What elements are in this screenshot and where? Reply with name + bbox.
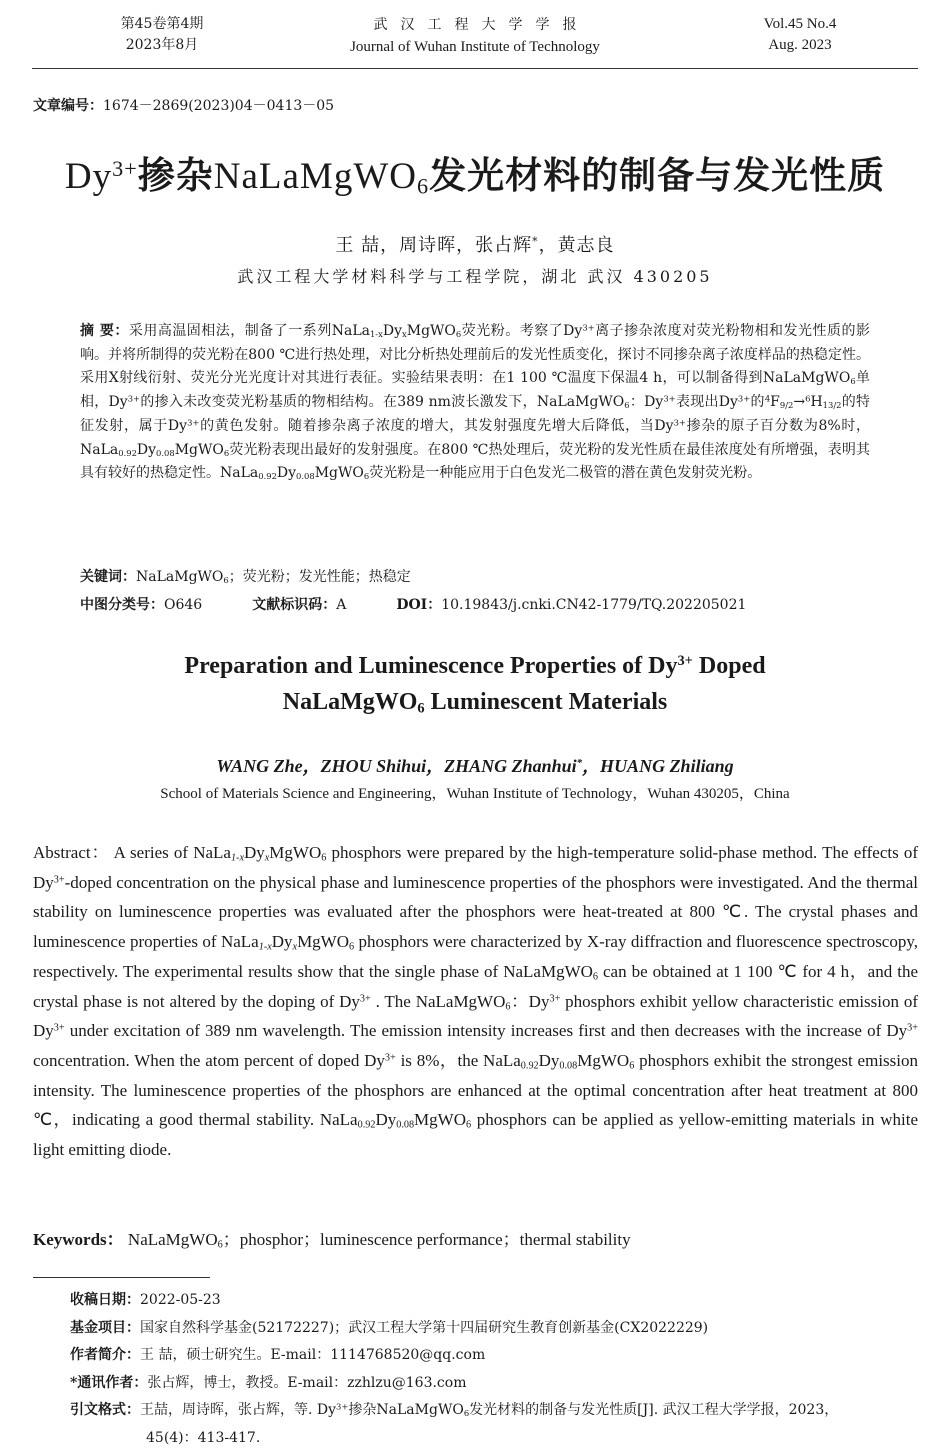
- keywords-en-text: ；phosphor；luminescence performance；thermal stability: [222, 1230, 631, 1249]
- abstract-en-sub: 6: [466, 1119, 472, 1131]
- footnote-label: 基金项目：: [70, 1319, 140, 1336]
- title-cn: [0, 145, 950, 199]
- footnote-citation-cont: 45(4)：413-417.: [146, 1429, 261, 1446]
- keywords-cn-text: NaLaMgWO: [136, 569, 224, 585]
- title-cn-part: 发光材料的制备与发光性质: [429, 153, 886, 197]
- clc-label: 中图分类号：: [80, 597, 164, 613]
- abstract-en-text: phosphors can be applied as yellow-emitting materials in white light emitting diode.: [33, 1110, 918, 1160]
- abstract-en-text: MgWO: [297, 932, 350, 952]
- article-number-label: 文章编号：: [33, 98, 103, 114]
- authors-cn-text: ，黄志良: [538, 235, 615, 256]
- authors-en-text: ，HUANG Zhiliang: [582, 756, 734, 776]
- abstract-en-text: A series of NaLa: [113, 843, 231, 862]
- authors-cn: [0, 231, 950, 257]
- title-cn-part: NaLaMgWO: [213, 156, 417, 197]
- footnote-corresponding: [70, 1370, 920, 1398]
- title-cn-part: 掺杂: [137, 153, 214, 197]
- keywords-cn: [80, 566, 870, 586]
- abstract-cn-text: MgWO: [314, 465, 364, 482]
- footnote-value: 发光材料的制备与发光性质[J]. 武汉工程大学学报，2023，: [469, 1402, 839, 1418]
- keywords-en-text: NaLaMgWO: [127, 1230, 218, 1249]
- abstract-en-sup: 3+: [53, 874, 65, 886]
- abstract-en-text: Dy: [243, 843, 265, 862]
- abstract-en-text: under excitation of 389 nm wavelength. The emission intensity increases first and then decreases with the increase of Dy: [64, 1021, 908, 1041]
- abstract-cn: [80, 320, 870, 486]
- footnote-value: 掺杂NaLaMgWO: [348, 1402, 464, 1418]
- title-en-sub: 6: [417, 700, 425, 717]
- header-rule: [32, 68, 918, 69]
- abstract-en-text: MgWO: [414, 1110, 466, 1130]
- header-issue-cn: [102, 14, 222, 56]
- corresponding-mark: *: [532, 235, 539, 249]
- abstract-cn-sub: 0.08: [156, 447, 175, 458]
- title-en: [0, 648, 950, 720]
- abstract-cn-text: ：Dy: [629, 394, 664, 411]
- date-en: Aug. 2023: [768, 37, 832, 53]
- abstract-cn-sup: 6: [805, 393, 811, 404]
- abstract-en-text: . The NaLaMgWO: [370, 991, 506, 1011]
- abstract-cn-label: 摘 要：: [80, 323, 129, 339]
- footnote-label: 引文格式：: [70, 1402, 140, 1418]
- footnote-label: 作者简介：: [70, 1347, 140, 1363]
- volume-en: Vol.45 No.4: [763, 16, 837, 32]
- footnote-sup: 3+: [336, 1401, 349, 1412]
- abstract-cn-text: →: [793, 394, 806, 411]
- abstract-cn-sub: 0.92: [118, 447, 137, 458]
- footnote-rule: [33, 1277, 210, 1278]
- doc-code-value: A: [336, 597, 347, 613]
- footnotes: [70, 1287, 920, 1452]
- title-en-line2: [0, 684, 950, 720]
- affiliation-cn: 武汉工程大学材料科学与工程学院，湖北 武汉 430205: [237, 267, 713, 286]
- title-en-text: Preparation and Luminescence Properties of Dy: [184, 653, 678, 679]
- journal-name-cn: 武汉工程大学学报: [373, 17, 590, 33]
- clc-value: O646: [164, 597, 203, 613]
- abstract-en-sub: 0.08: [396, 1119, 415, 1131]
- volume-cn: 第45卷第4期: [120, 16, 204, 32]
- abstract-cn-sup: 3+: [663, 393, 676, 404]
- classification-line: [80, 594, 870, 614]
- footnote-value: 国家自然科学基金(52172227)；武汉工程大学第十四届研究生教育创新基金(CX2022229): [140, 1319, 709, 1336]
- authors-cn-text: 王 喆，周诗晖，张占辉: [335, 235, 533, 256]
- abstract-cn-text: Dy: [276, 465, 297, 482]
- keywords-en: [33, 1225, 918, 1250]
- abstract-en-sup: 3+: [53, 1022, 65, 1034]
- abstract-en-text: concentration. When the atom percent of doped Dy: [33, 1050, 385, 1070]
- footnote-received: [70, 1287, 920, 1315]
- abstract-cn-text: 荧光粉是一种能应用于白色发光二极管的潜在黄色发射荧光粉。: [369, 465, 762, 482]
- abstract-cn-text: 掺杂的原子百分数为8%时，NaLa: [80, 417, 870, 458]
- abstract-cn-sup: 3+: [673, 417, 686, 428]
- abstract-en-text: phosphors were characterized by X-ray diffraction and fluorescence spectroscopy, respectively. The experimental results show that the single phase of NaLaMgWO: [33, 932, 919, 981]
- corresponding-mark: *: [576, 757, 583, 770]
- authors-en-text: WANG Zhe，ZHOU Shihui，ZHANG Zhanhui: [216, 756, 577, 776]
- abstract-cn-text: 的黄色发射。随着掺杂离子浓度的增大，其发射强度先增大后降低，当Dy: [199, 417, 674, 434]
- abstract-en-sub: 6: [592, 971, 598, 983]
- abstract-en-text: Dy: [538, 1050, 560, 1070]
- abstract-en: [33, 838, 918, 1165]
- abstract-en-sub: 0.92: [520, 1060, 539, 1072]
- abstract-en-sup: 3+: [359, 992, 371, 1004]
- footnote-value: 张占辉，博士，教授。E-mail：zzhlzu@163.com: [147, 1374, 467, 1391]
- abstract-en-text: ：Dy: [510, 991, 550, 1011]
- abstract-en-sub: 0.08: [559, 1060, 578, 1072]
- doc-code-label: 文献标识码：: [252, 597, 337, 613]
- abstract-en-text: phosphors exhibit yellow characteristic emission of Dy: [33, 991, 919, 1041]
- footnote-value: 王喆，周诗晖，张占辉，等. Dy: [140, 1402, 337, 1418]
- article-number-value: 1674－2869(2023)04－0413－05: [103, 98, 335, 114]
- affiliation-en: School of Materials Science and Engineering，Wuhan Institute of Technology，Wuhan 430205，China: [160, 786, 790, 802]
- abstract-cn-sub: 6: [624, 400, 630, 411]
- abstract-cn-text: MgWO: [174, 441, 224, 458]
- keywords-cn-text: ；荧光粉；发光性能；热稳定: [228, 569, 411, 585]
- abstract-en-text: can be obtained at 1 100 ℃ for 4 h，and the crystal phase is not altered by the doping of Dy: [33, 961, 919, 1011]
- abstract-cn-text: 单相，Dy: [80, 370, 871, 411]
- abstract-en-label: Abstract：: [33, 843, 110, 862]
- keywords-cn-label: 关键词：: [80, 569, 136, 585]
- footnote-author: [70, 1342, 920, 1370]
- abstract-cn-text: F: [770, 394, 780, 411]
- abstract-en-text: phosphors were prepared by the high-temperature solid-phase method. The effects of Dy: [33, 843, 918, 892]
- authors-en: [0, 752, 950, 778]
- abstract-cn-sup: 3+: [582, 322, 595, 333]
- title-en-line1: [0, 648, 950, 684]
- abstract-cn-sub: 0.08: [296, 471, 315, 482]
- abstract-cn-sup: 3+: [187, 417, 200, 428]
- abstract-en-text: Dy: [375, 1110, 397, 1130]
- abstract-en-sub: x: [264, 852, 270, 864]
- footnote-citation: [70, 1397, 920, 1425]
- abstract-cn-sup: 3+: [127, 393, 141, 404]
- abstract-en-text: Dy: [271, 932, 293, 952]
- abstract-en-sub: 6: [505, 1001, 511, 1013]
- abstract-en-text: is 8%，the NaLa: [395, 1050, 521, 1070]
- abstract-en-sub: 6: [629, 1060, 635, 1072]
- abstract-en-text: phosphors exhibit the strongest emission intensity. The luminescence properties of the phosphors are enhanced at the optimal concentration after heat treatment at 800 ℃，indicating a good thermal stability. NaLa: [33, 1050, 918, 1130]
- keywords-en-sub: 6: [217, 1239, 223, 1251]
- abstract-cn-text: 表现出Dy: [675, 394, 738, 411]
- doi-value: 10.19843/j.cnki.CN42-1779/TQ.202205021: [441, 597, 747, 613]
- abstract-en-text: MgWO: [269, 843, 322, 862]
- title-en-text: NaLaMgWO: [282, 689, 418, 715]
- abstract-cn-text: 的: [750, 394, 765, 411]
- title-en-text: Luminescent Materials: [424, 689, 668, 715]
- title-cn-sup: 3+: [112, 155, 138, 181]
- abstract-cn-text: 离子掺杂浓度对荧光粉物相和发光性质的影响。并将所制得的荧光粉在800 ℃进行热处理，对比分析热处理前后的发光性质变化，探讨不同掺杂离子浓度样品的热稳定性。采用X射线衍射、荧光分光光度计对其进行表征。实验结果表明：在1 100 ℃温度下保温4 h，可以制备得到NaLaMgWO: [80, 323, 870, 387]
- title-cn-part: Dy: [64, 156, 113, 197]
- footnote-value: 王 喆，硕士研究生。E-mail：1114768520@qq.com: [140, 1347, 486, 1363]
- footnote-label: *通讯作者：: [70, 1374, 148, 1391]
- abstract-cn-text: MgWO: [406, 323, 456, 339]
- abstract-en-sub: 0.92: [357, 1119, 376, 1131]
- keywords-cn-sub: 6: [223, 575, 229, 586]
- abstract-cn-text: 的掺入未改变荧光粉基质的物相结构。在389 nm波长激发下，NaLaMgWO: [140, 394, 625, 411]
- abstract-cn-sup: 4: [764, 393, 771, 404]
- abstract-cn-sub: 6: [455, 329, 462, 340]
- abstract-en-sup: 3+: [907, 1022, 918, 1034]
- footnote-value: 2022-05-23: [140, 1292, 221, 1308]
- abstract-en-text: MgWO: [577, 1050, 630, 1070]
- title-cn-sub: 6: [416, 173, 430, 199]
- abstract-cn-sub: x: [402, 329, 407, 340]
- abstract-cn-text: 的特征发射，属于Dy: [80, 394, 871, 434]
- abstract-cn-text: 荧光粉。考察了Dy: [461, 323, 583, 339]
- header-issue-en: [740, 14, 860, 56]
- abstract-cn-text: 荧光粉表现出最好的发射强度。在800 ℃热处理后，荧光粉的发光性质在最佳浓度处有所增强，表明其具有较好的热稳定性。NaLa: [80, 441, 870, 482]
- header-journal: [300, 14, 650, 58]
- abstract-cn-text: Dy: [382, 323, 402, 339]
- article-number: [33, 95, 334, 115]
- abstract-en-sup: 3+: [549, 992, 561, 1004]
- abstract-cn-sub: 1-x: [369, 329, 383, 340]
- abstract-en-sub: 6: [321, 852, 327, 864]
- abstract-cn-text: H: [810, 394, 823, 411]
- abstract-cn-sub: 6: [223, 447, 230, 458]
- footnote-sub: 6: [463, 1408, 470, 1419]
- abstract-en-text: -doped concentration on the physical phase and luminescence properties of the phosphors were investigated. And the thermal stability on luminescence properties was evaluated after the phosphors were heat-treated at 800 ℃. The crystal phases and luminescence properties of NaLa: [33, 872, 918, 952]
- abstract-cn-sub: 13/2: [822, 400, 842, 411]
- abstract-cn-sup: 3+: [737, 393, 751, 404]
- journal-name-en: Journal of Wuhan Institute of Technology: [350, 39, 600, 55]
- abstract-en-sub: 1-x: [230, 852, 244, 864]
- footnote-fund: [70, 1315, 920, 1343]
- abstract-cn-sub: 9/2: [779, 400, 794, 411]
- abstract-cn-text: Dy: [136, 441, 157, 458]
- title-en-sup: 3+: [677, 653, 693, 670]
- abstract-cn-text: 采用高温固相法，制备了一系列NaLa: [128, 323, 370, 339]
- date-cn: 2023年8月: [125, 37, 199, 53]
- abstract-en-sup: 3+: [384, 1052, 396, 1064]
- abstract-cn-sub: 0.92: [258, 471, 277, 482]
- abstract-en-sub: x: [292, 941, 298, 953]
- abstract-cn-sub: 6: [850, 376, 856, 387]
- doi-label: DOI：: [396, 597, 442, 613]
- title-en-text: Doped: [692, 653, 766, 679]
- abstract-en-sub: 1-x: [258, 941, 272, 953]
- abstract-en-sub: 6: [349, 941, 355, 953]
- abstract-cn-sub: 6: [363, 471, 370, 482]
- keywords-en-label: Keywords：: [33, 1230, 124, 1249]
- footnote-label: 收稿日期：: [70, 1292, 140, 1308]
